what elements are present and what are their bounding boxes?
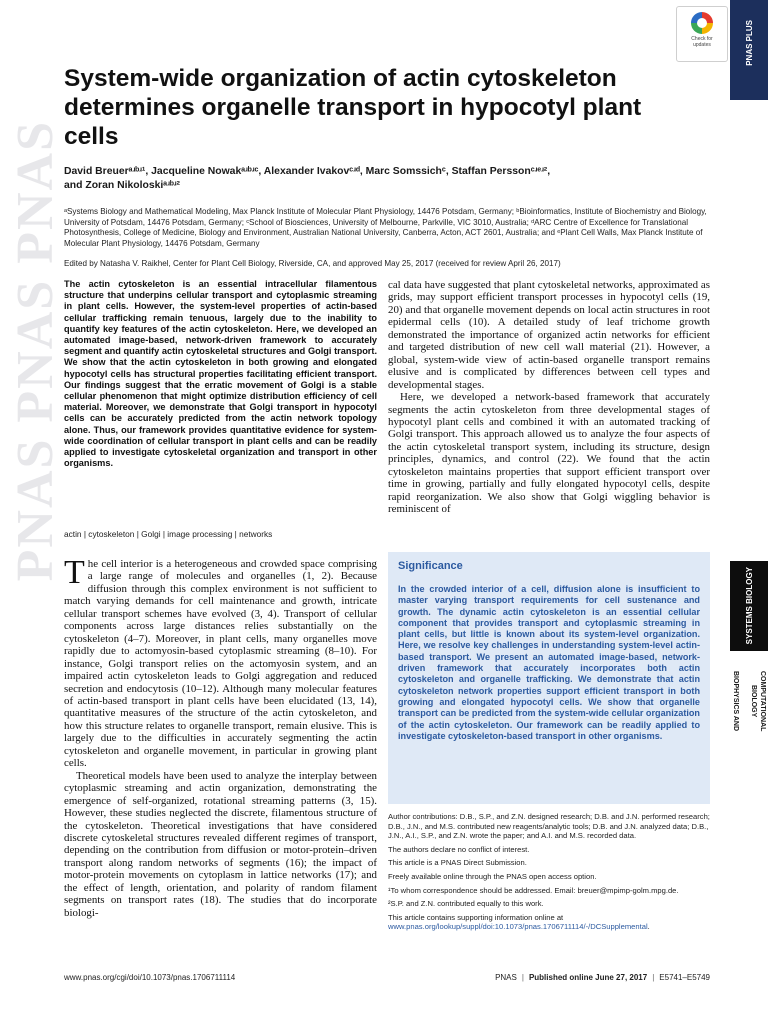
pnas-plus-tab: [730, 0, 768, 100]
intro-paragraph-1-text: he cell interior is a heterogeneous and crowded space comprising a large range of molecules and organelles (1, 2). Because diffusion through this complex environment is not sufficient to match varying demands for cell maintenance and growth, intricate cellular transport schemes have evolved (3, 4). Transport of cellular components across large distances relies substantially on the cytoskeleton (4–7). Moreover, in plant cells, many organelles move rapidly due to actomyosin-based cytoplasmic streaming (8–10). For instance, Golgi transport relies on the actomyosin system, and an impaired actin cytoskeleton leads to Golgi aggregation and reduced secretion and endocytosis (10–12). Although many molecular features of actin-based transport in plant cells have been elucidated (13, 14), quantitative measures of the structure of the actin cytoskeleton, and how this structure relates to organelle transport, remain elusive. This is largely due to the difficulties in accurately segmenting the actin cytoskeleton and organelle movement, in particular in growing plant cells.: [64, 558, 377, 770]
direct-submission-note: This article is a PNAS Direct Submission.: [388, 858, 527, 868]
crossmark-icon: [691, 12, 713, 34]
biophysics-label-line2: COMPUTATIONAL BIOLOGY: [750, 670, 766, 732]
footer-separator: |: [652, 973, 655, 982]
badge-line1: Check for: [691, 36, 713, 42]
open-access-note: Freely available online through the PNAS open access option.: [388, 871, 597, 881]
edited-by-line: Edited by Natasha V. Raikhel, Center for Plant Cell Biology, Riverside, CA, and approved May 25, 2017 (received for review April 26, 2017): [64, 259, 561, 268]
footer-doi-url[interactable]: www.pnas.org/cgi/doi/10.1073/pnas.1706711114: [64, 973, 236, 982]
supp-suffix: .: [647, 922, 650, 932]
intro-paragraph-2: Theoretical models have been used to analyze the interplay between cytoplasmic streaming and actin organization, demonstrating the emergence of self-organized, rotational streaming patterns (3, 15). However, these studies neglected the discrete, filamentous structure of the cytoskeleton. Theoretical investigations that have considered discrete cytoskeletal structures revealed different regimes of transport, depending on the contribution from diffusion or motor-protein–driven transport along random networks of segments (16); the impact of motor-protein movements on cytoplasm in lattice networks (17); and the effect of length, orientation, and polarity of random filament segments on transport rates (18). The studies that do incorporate biologi-: [64, 769, 377, 919]
footer-published-date: Published online June 27, 2017: [528, 973, 648, 982]
pnas-plus-label: PNAS PLUS: [744, 20, 754, 66]
correspondence-note: ¹To whom correspondence should be addressed. Email: breuer@mpimp-golm.mpg.de.: [388, 885, 679, 895]
footnotes: [388, 812, 710, 936]
pnas-watermark: [0, 120, 64, 582]
abstract: The actin cytoskeleton is an essential intracellular filamentous structure that underpins cellular transport and cytoplasmic streaming in plant cells. However, the system-level properties of actin-based cellular trafficking remain tenuous, largely due to the inability to quantify key features of the actin cytoskeleton. Here, we developed an automated image-based, network-driven framework to accurately segment and quantify actin cytoskeletal structures and Golgi transport. We show that the actin cytoskeleton in both growing and elongated hypocotyl cells has structural properties facilitating efficient transport. Our findings suggest that the erratic movement of Golgi is a stable cellular phenomenon that might optimize distribution efficiency of cell material. Moreover, we demonstrate that Golgi transport in hypocotyl cells can be accurately predicted from the actin network topology alone. Thus, our framework provides quantitative evidence for system-wide coordination of cellular transport in plant cells and can be readily applied to investigate cytoskeletal organization and transport in other organisms.: [64, 279, 377, 469]
introduction-column: [64, 554, 377, 919]
affiliations: ᵃSystems Biology and Mathematical Modeling, Max Planck Institute of Molecular Plant Physiology, 14476 Potsdam, Germany; ᵇBioinformatics, Institute of Biochemistry and Biology, University of Potsdam, 14476 Potsdam, Germany; ᶜSchool of Biosciences, University of Melbourne, Parkville, VIC 3010, Australia; ᵈARC Centre of Excellence for Translational Photosynthesis, College of Medicine, Biology and Environment, Australian National University, Canberra, Acton, ACT 2601, Australia; and ᵉPlant Cell Walls, Max Planck Institute of Molecular Plant Physiology, 14476 Potsdam, Germany: [64, 207, 707, 248]
systems-biology-label: SYSTEMS BIOLOGY: [744, 567, 754, 645]
right-column-text: [388, 279, 710, 516]
systems-biology-tab: [730, 561, 768, 651]
significance-text: In the crowded interior of a cell, diffusion alone is insufficient to master varying transport requirements for cell sustenance and growth. The dynamic actin cytoskeleton is an essential cellular component that provides transport and cytoplasmic streaming in plant cells, but little is known about its system-level organization. Here, we resolve key challenges in understanding system-level actin-based transport. We present an automated image-based, network-driven framework that accurately incorporates both actin cytoskeleton and organelle trafficking. We demonstrate that actin cytoskeleton network properties support efficient transport in both growing and elongated hypocotyl cells. We show that organelle transport can be predicted from the system-wide cellular organization of the actin cytoskeleton. Our framework can be readily applied to investigate cytoskeleton-based transport in other organisms.: [398, 584, 700, 741]
supporting-info-note: [388, 913, 710, 932]
biophysics-label: [731, 660, 767, 742]
authors-line1: David Breuerᵃʴᵇʴ¹, Jacqueline Nowakᵃʴᵇʴᶜ, Alexander Ivakovᶜʴᵈ, Marc Somssichᶜ, Staffan Perssonᶜʴᵉʴ²,: [64, 166, 551, 177]
watermark-text: PNAS PNAS PNAS: [7, 120, 64, 582]
badge-line2: updates: [693, 42, 711, 48]
check-for-updates-badge[interactable]: [676, 6, 728, 62]
footer-separator: |: [521, 973, 524, 982]
author-list: [64, 165, 704, 193]
authors-line2: and Zoran Nikoloskiᵃʴᵇʴ²: [64, 180, 180, 191]
check-for-updates-label: [677, 36, 727, 48]
keywords: actin | cytoskeleton | Golgi | image processing | networks: [64, 529, 273, 539]
footer-publication-info: [480, 973, 710, 982]
right-paragraph-1: cal data have suggested that plant cytoskeletal networks, approximated as grids, may support efficient transport processes in hypocotyl cells (19, 20) and that organelle movement depends on local actin structures in root epidermal cells (10). A detailed study of leaf trichome growth demonstrated the importance of organized actin networks for efficient and targeted distribution of new cell wall material (21). However, a global, system-wide view of actin-based organelle transport remains elusive and is complicated by differences between cell types and developmental stages.: [388, 279, 710, 391]
footer-journal: PNAS: [495, 973, 517, 982]
supporting-info-link[interactable]: www.pnas.org/lookup/suppl/doi:10.1073/pnas.1706711114/-/DCSupplemental: [388, 922, 648, 932]
significance-box: [388, 552, 710, 804]
biophysics-label-line1: BIOPHYSICS AND: [732, 670, 739, 732]
footer-pages: E5741–E5749: [659, 973, 710, 982]
drop-cap: T: [64, 554, 85, 591]
right-paragraph-2: Here, we developed a network-based framework that accurately segments the actin cytoskeleton from three developmental stages of hypocotyl plant cells and combined it with an automated tracking of Golgi transport. This approach allowed us to analyze the four aspects of the actin cytoskeletal transport system, including its structure, design principles, dynamics, and control (22). We found that the actin cytoskeleton maintains properties that support efficient transport over time in growing, partially and fully elongated hypocotyl cells, despite rapid reorganization. We also show that Golgi wiggling behavior is reminiscent of: [388, 391, 710, 516]
author-contributions: Author contributions: D.B., S.P., and Z.N. designed research; D.B. and J.N. performed research; D.B., J.N., and M.S. contributed new reagents/analytic tools; D.B. and J.N. analyzed data; D.B., J.N., A.I., S.P., and Z.N. wrote the paper; and A.I. and M.S. recorded data.: [388, 812, 710, 841]
conflict-statement: The authors declare no conflict of interest.: [388, 844, 530, 854]
equal-contribution-note: ²S.P. and Z.N. contributed equally to this work.: [388, 899, 544, 909]
supp-prefix: This article contains supporting information online at: [388, 912, 564, 922]
biophysics-tab: [730, 660, 768, 742]
intro-paragraph-1: [64, 554, 377, 770]
significance-title: Significance: [398, 560, 463, 572]
article-title: System-wide organization of actin cytoskeleton determines organelle transport in hypocotyl plant cells: [64, 65, 642, 150]
